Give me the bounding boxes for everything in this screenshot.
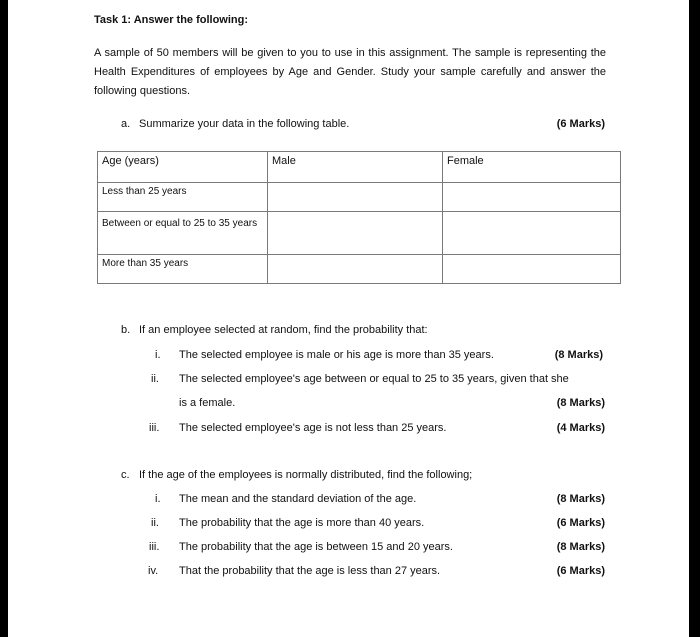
part-b-item-num: i. [155,349,161,361]
part-c-label: c. [121,469,130,481]
header-male: Male [268,152,443,183]
summary-table [97,151,621,284]
header-female: Female [443,152,621,183]
table-header-row [98,152,621,183]
table-row [98,183,621,212]
part-b-item-text: The selected employee is male or his age is more than 35 years. [179,349,494,361]
header-age: Age (years) [98,152,268,183]
part-c-item-marks: (8 Marks) [556,541,605,553]
part-c-item-marks: (6 Marks) [556,517,605,529]
part-a-marks: (6 Marks) [556,118,605,130]
part-b-item-num: iii. [149,422,160,434]
document-page [8,0,689,637]
female-cell [443,255,621,284]
female-cell [443,183,621,212]
part-b-item-marks: (8 Marks) [554,349,603,361]
row-label: Less than 25 years [98,183,268,212]
row-label: Between or equal to 25 to 35 years [98,212,268,255]
part-c-item-num: iv. [148,565,159,577]
part-c-item-marks: (6 Marks) [556,565,605,577]
part-c-item-num: ii. [151,517,159,529]
part-c-item-text: The probability that the age is more than 40 years. [179,517,425,529]
female-cell [443,212,621,255]
part-b-label: b. [121,324,131,336]
part-c-item-num: iii. [149,541,160,553]
male-cell [268,255,443,284]
part-b-item-marks: (4 Marks) [556,422,605,434]
part-b-item-num: ii. [151,373,159,385]
part-c-text: If the age of the employees is normally distributed, find the following; [139,469,473,481]
part-b-item-text-cont: is a female. [179,397,236,409]
part-c-item-text: The probability that the age is between 15 and 20 years. [179,541,453,553]
part-b-item-marks: (8 Marks) [556,397,605,409]
male-cell [268,183,443,212]
part-c-item-text: The mean and the standard deviation of the age. [179,493,417,505]
part-a-text: Summarize your data in the following table. [139,118,350,130]
part-b-text: If an employee selected at random, find the probability that: [139,324,428,336]
table-row [98,212,621,255]
table-row [98,255,621,284]
part-c-item-marks: (8 Marks) [556,493,605,505]
male-cell [268,212,443,255]
part-c-item-text: That the probability that the age is less than 27 years. [179,565,441,577]
row-label: More than 35 years [98,255,268,284]
part-a-label: a. [121,118,131,130]
part-b-item-text: The selected employee's age between or equal to 25 to 35 years, given that she [179,373,569,385]
task-title: Task 1: Answer the following: [94,14,249,26]
part-b-item-text: The selected employee's age is not less than 25 years. [179,422,447,434]
intro-paragraph: A sample of 50 members will be given to you to use in this assignment. The sample is representing the Health Expenditures of employees by Age and Gender. Study your sample carefully and answer the following questions. [94,47,606,97]
part-c-item-num: i. [155,493,161,505]
